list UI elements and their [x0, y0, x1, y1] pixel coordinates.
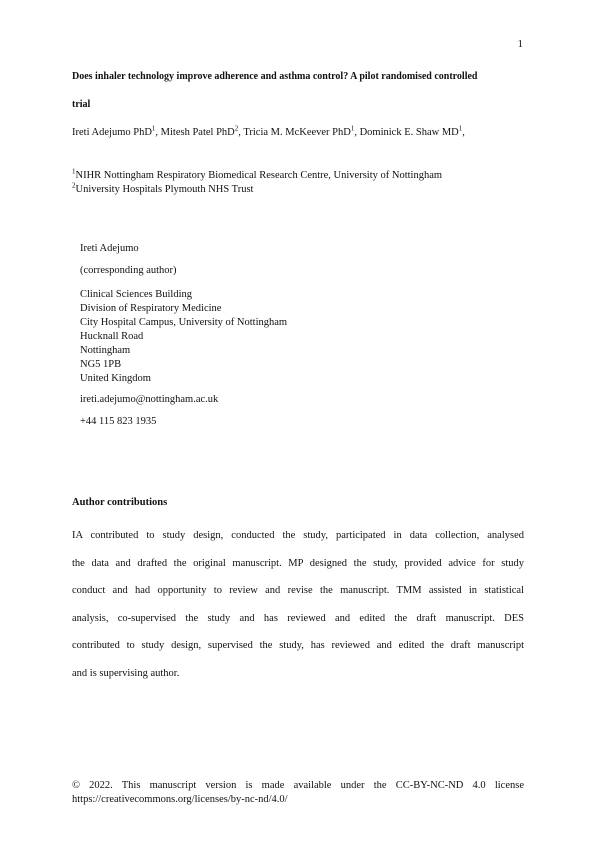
- author-name: Tricia M. McKeever PhD: [243, 127, 351, 138]
- author-separator: ,: [238, 127, 244, 138]
- author-separator: ,: [462, 127, 465, 138]
- address-line: City Hospital Campus, University of Nottingham: [80, 317, 288, 328]
- affiliation: [72, 169, 442, 183]
- affiliation: [72, 183, 442, 197]
- address-line: Division of Respiratory Medicine: [80, 303, 222, 314]
- address-line: NG5 1PB: [80, 359, 122, 370]
- affiliation-list: [72, 169, 442, 197]
- section-heading: Author contributions: [72, 497, 168, 508]
- author-name: Ireti Adejumo PhD: [72, 127, 152, 138]
- author: [243, 124, 360, 138]
- affiliation-marker: 1: [458, 124, 463, 133]
- contact-role: (corresponding author): [80, 265, 177, 276]
- author-separator: ,: [155, 127, 161, 138]
- license-url[interactable]: https://creativecommons.org/licenses/by-nc-nd/4.0/: [72, 794, 288, 805]
- paragraph-line: contributed to study design, supervised the study, has reviewed and edited the draft manuscript: [72, 640, 524, 651]
- affiliation-marker: 2: [234, 124, 239, 133]
- paper-title: [72, 70, 524, 126]
- title-line: trial: [72, 99, 91, 110]
- paragraph-line: the data and drafted the original manuscript. MP designed the study, provided advice for study: [72, 557, 524, 569]
- address-line: Clinical Sciences Building: [80, 289, 192, 300]
- affiliation-marker: 1: [151, 124, 156, 133]
- contact-phone: +44 115 823 1935: [80, 416, 157, 427]
- license-footer: [72, 779, 524, 807]
- author-separator: ,: [354, 127, 360, 138]
- paragraph-line: and is supervising author.: [72, 667, 180, 679]
- address-line: Hucknall Road: [80, 331, 144, 342]
- contact-name: Ireti Adejumo: [80, 243, 139, 254]
- page-number: 1: [517, 38, 523, 50]
- license-statement: © 2022. This manuscript version is made available under the CC-BY-NC-ND 4.0 license: [72, 780, 524, 791]
- paragraph-line: analysis, co-supervised the study and has reviewed and edited the draft manuscript. DES: [72, 612, 524, 624]
- title-line: Does inhaler technology improve adherence and asthma control? A pilot randomised controlled: [72, 71, 478, 82]
- author: [160, 124, 244, 138]
- affiliation-marker: 1: [350, 124, 355, 133]
- paragraph-line: conduct and had opportunity to review and revise the manuscript. TMM assisted in statistical: [72, 585, 524, 596]
- affiliation-marker: 1: [72, 167, 76, 176]
- contributions-paragraph: [72, 522, 524, 687]
- author-list: [72, 126, 542, 140]
- address-line: United Kingdom: [80, 373, 151, 384]
- author: [72, 124, 161, 138]
- address-line: Nottingham: [80, 345, 131, 356]
- author: [359, 124, 465, 138]
- affiliation-marker: 2: [72, 181, 76, 190]
- contact-email: ireti.adejumo@nottingham.ac.uk: [80, 394, 219, 405]
- paragraph-line: IA contributed to study design, conducted the study, participated in data collection, analysed: [72, 530, 524, 541]
- affiliation-text: University Hospitals Plymouth NHS Trust: [75, 184, 254, 195]
- corresponding-author-block: [80, 242, 287, 429]
- author-name: Dominick E. Shaw MD: [359, 127, 459, 138]
- postal-address: [80, 288, 287, 386]
- affiliation-text: NIHR Nottingham Respiratory Biomedical Research Centre, University of Nottingham: [75, 170, 443, 181]
- author-name: Mitesh Patel PhD: [160, 127, 235, 138]
